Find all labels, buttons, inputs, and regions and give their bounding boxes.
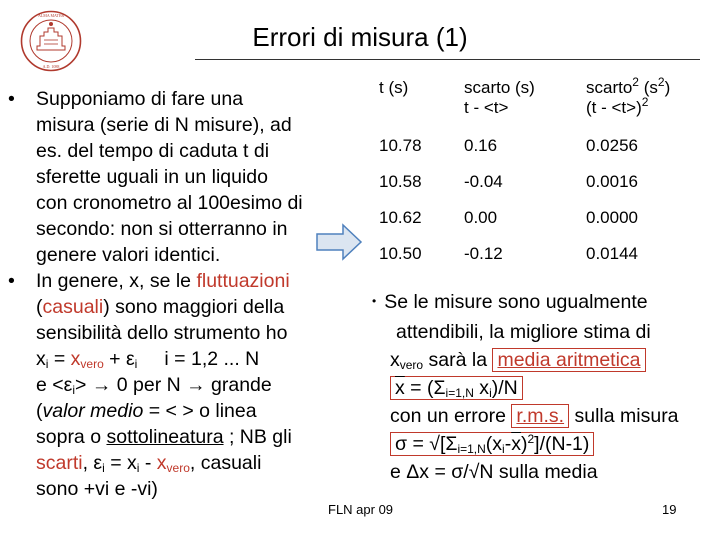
formula-box — [390, 376, 523, 400]
casuali-term: casuali — [42, 296, 104, 318]
subscript: i — [45, 357, 49, 371]
bullet-icon: • — [8, 270, 15, 292]
rms-term: r.m.s. — [511, 404, 569, 428]
text-span: x — [390, 349, 400, 371]
title-divider — [195, 59, 700, 60]
table-cell: 0.0016 — [586, 172, 638, 191]
equation-eps-limit — [36, 372, 353, 398]
text-span: sopra o — [36, 426, 107, 448]
table-cell: 0.0144 — [586, 244, 638, 263]
text-line — [36, 398, 353, 424]
superscript: 2 — [657, 75, 665, 89]
text-line: misura (serie di N misure), ad — [36, 114, 292, 136]
text-line: con cronometro al 100esimo di — [36, 192, 303, 214]
table-cell: 0.16 — [464, 136, 498, 155]
scarti-term: scarti — [36, 452, 83, 474]
subscript: i — [136, 461, 140, 475]
subscript: i — [502, 442, 505, 456]
table-cell: 10.58 — [379, 172, 422, 191]
text-line — [372, 288, 712, 318]
footer-text: FLN apr 09 — [328, 502, 394, 517]
text-span: i = 1,2 ... N — [137, 348, 260, 370]
text-span: con un errore — [390, 405, 512, 427]
table-cell: 10.50 — [379, 244, 422, 263]
text-line: sensibilità dello strumento ho — [36, 322, 288, 344]
header-cell-scarto — [457, 72, 579, 136]
x-bar: $\overline{x}$ — [395, 377, 405, 399]
text-span: + ε — [103, 348, 135, 370]
text-line: attendibili, la migliore stima di — [396, 321, 651, 343]
x-bar: $\overline{x}$ — [511, 433, 521, 455]
text-span: , casuali — [189, 452, 262, 474]
subscript: i — [102, 461, 105, 475]
x-vero-term: x — [156, 452, 167, 474]
text-line: e Δx = σ/√N sulla media — [390, 461, 598, 483]
table-row — [372, 208, 704, 244]
text-line: es. del tempo di caduta t di — [36, 140, 270, 162]
svg-text:ALMA MATER: ALMA MATER — [37, 13, 65, 18]
text-span: sulla misura — [569, 405, 679, 427]
sottolineatura-term: sottolineatura — [106, 426, 224, 448]
text-span: )/N — [491, 377, 518, 399]
subscript: i — [134, 357, 138, 371]
text-span: - — [504, 433, 512, 455]
text-line — [36, 424, 353, 450]
text-span: (t - <t>) — [586, 98, 642, 117]
bullet-icon: • — [8, 88, 15, 110]
bullet-icon: • — [372, 294, 377, 308]
sigma-formula — [372, 430, 712, 458]
text-line — [372, 402, 712, 430]
equation-xi — [36, 346, 353, 372]
text-span: = (Σ — [404, 377, 446, 399]
formula-box — [390, 432, 594, 456]
subscript: vero — [80, 357, 104, 371]
text-span: ) — [664, 78, 671, 97]
mean-formula — [372, 374, 712, 402]
measurement-table — [372, 72, 704, 280]
table-cell: -0.12 — [464, 244, 503, 263]
text-span: ( — [36, 296, 43, 318]
left-text-block — [8, 86, 353, 502]
right-text-block — [372, 288, 712, 486]
table-row — [372, 244, 704, 280]
text-span: = — [48, 348, 71, 370]
text-line: genere valori identici. — [36, 244, 221, 266]
text-line: secondo: non si otterranno in — [36, 218, 288, 240]
text-span: ) sono maggiori della — [103, 296, 285, 318]
bullet-item-2 — [8, 268, 353, 502]
svg-text:A.D. 1088: A.D. 1088 — [42, 64, 60, 69]
text-line — [36, 268, 353, 294]
text-span: ; NB gli — [223, 426, 292, 448]
text-span: sarà la — [423, 349, 493, 371]
text-span: = < > o linea — [143, 400, 257, 422]
table-cell: 0.00 — [464, 208, 498, 227]
superscript: 2 — [632, 75, 639, 89]
header-label: t (s) — [379, 78, 409, 97]
right-arrow-icon — [315, 222, 363, 262]
text-line — [372, 346, 712, 374]
header-label: scarto (s) — [464, 78, 535, 97]
table-cell: -0.04 — [464, 172, 503, 191]
text-span: (s — [638, 78, 658, 97]
subscript: i — [72, 383, 76, 397]
subscript: i=1,N — [445, 386, 474, 400]
valor-medio-term: valor medio — [42, 400, 144, 422]
text-line — [36, 450, 353, 476]
superscript: 2 — [527, 432, 535, 446]
bullet-item-1 — [8, 86, 353, 268]
subscript: vero — [399, 358, 424, 372]
x-vero-term: x — [70, 348, 81, 370]
table-row — [372, 172, 704, 208]
subscript: i=1,N — [457, 442, 486, 456]
text-span: ) — [520, 433, 528, 455]
text-span: e <ε — [36, 374, 73, 396]
media-aritmetica-term: media aritmetica — [492, 348, 645, 372]
slide-title: Errori di misura (1) — [252, 22, 468, 52]
header-label — [586, 95, 704, 118]
table-cell: 10.62 — [379, 208, 422, 227]
text-span: x — [36, 348, 46, 370]
page-number: 19 — [662, 502, 677, 517]
text-span: σ = √[Σ — [395, 433, 458, 455]
header-label: t - <t> — [464, 98, 509, 117]
header-cell-t — [372, 72, 457, 136]
text-span: = x — [104, 452, 137, 474]
text-span: - — [139, 452, 157, 474]
superscript: 2 — [641, 95, 649, 109]
table-cell: 0.0256 — [586, 136, 638, 155]
table-row — [372, 136, 704, 172]
text-span: ]/(N-1) — [534, 433, 590, 455]
subscript: vero — [166, 461, 190, 475]
fluttuazioni-term: fluttuazioni — [196, 270, 290, 292]
table-cell: 0.0000 — [586, 208, 638, 227]
text-line: Supponiamo di fare una — [36, 88, 244, 110]
table-header-row — [372, 72, 704, 136]
text-span: ( — [36, 400, 43, 422]
header-cell-scarto2 — [579, 72, 704, 136]
text-span: In genere, x, se le — [36, 270, 197, 292]
text-span: scarto — [586, 78, 633, 97]
text-span: x — [473, 377, 490, 399]
text-line: sono +vi e -vi) — [36, 478, 158, 500]
text-span: (x — [485, 433, 503, 455]
text-span: > → 0 per N → grande — [75, 374, 272, 396]
subscript: i — [489, 386, 492, 400]
text-line: sferette uguali in un liquido — [36, 166, 268, 188]
text-span: Se le misure sono ugualmente — [384, 291, 648, 313]
text-span: , ε — [82, 452, 103, 474]
text-line — [36, 294, 353, 320]
table-cell: 10.78 — [379, 136, 422, 155]
